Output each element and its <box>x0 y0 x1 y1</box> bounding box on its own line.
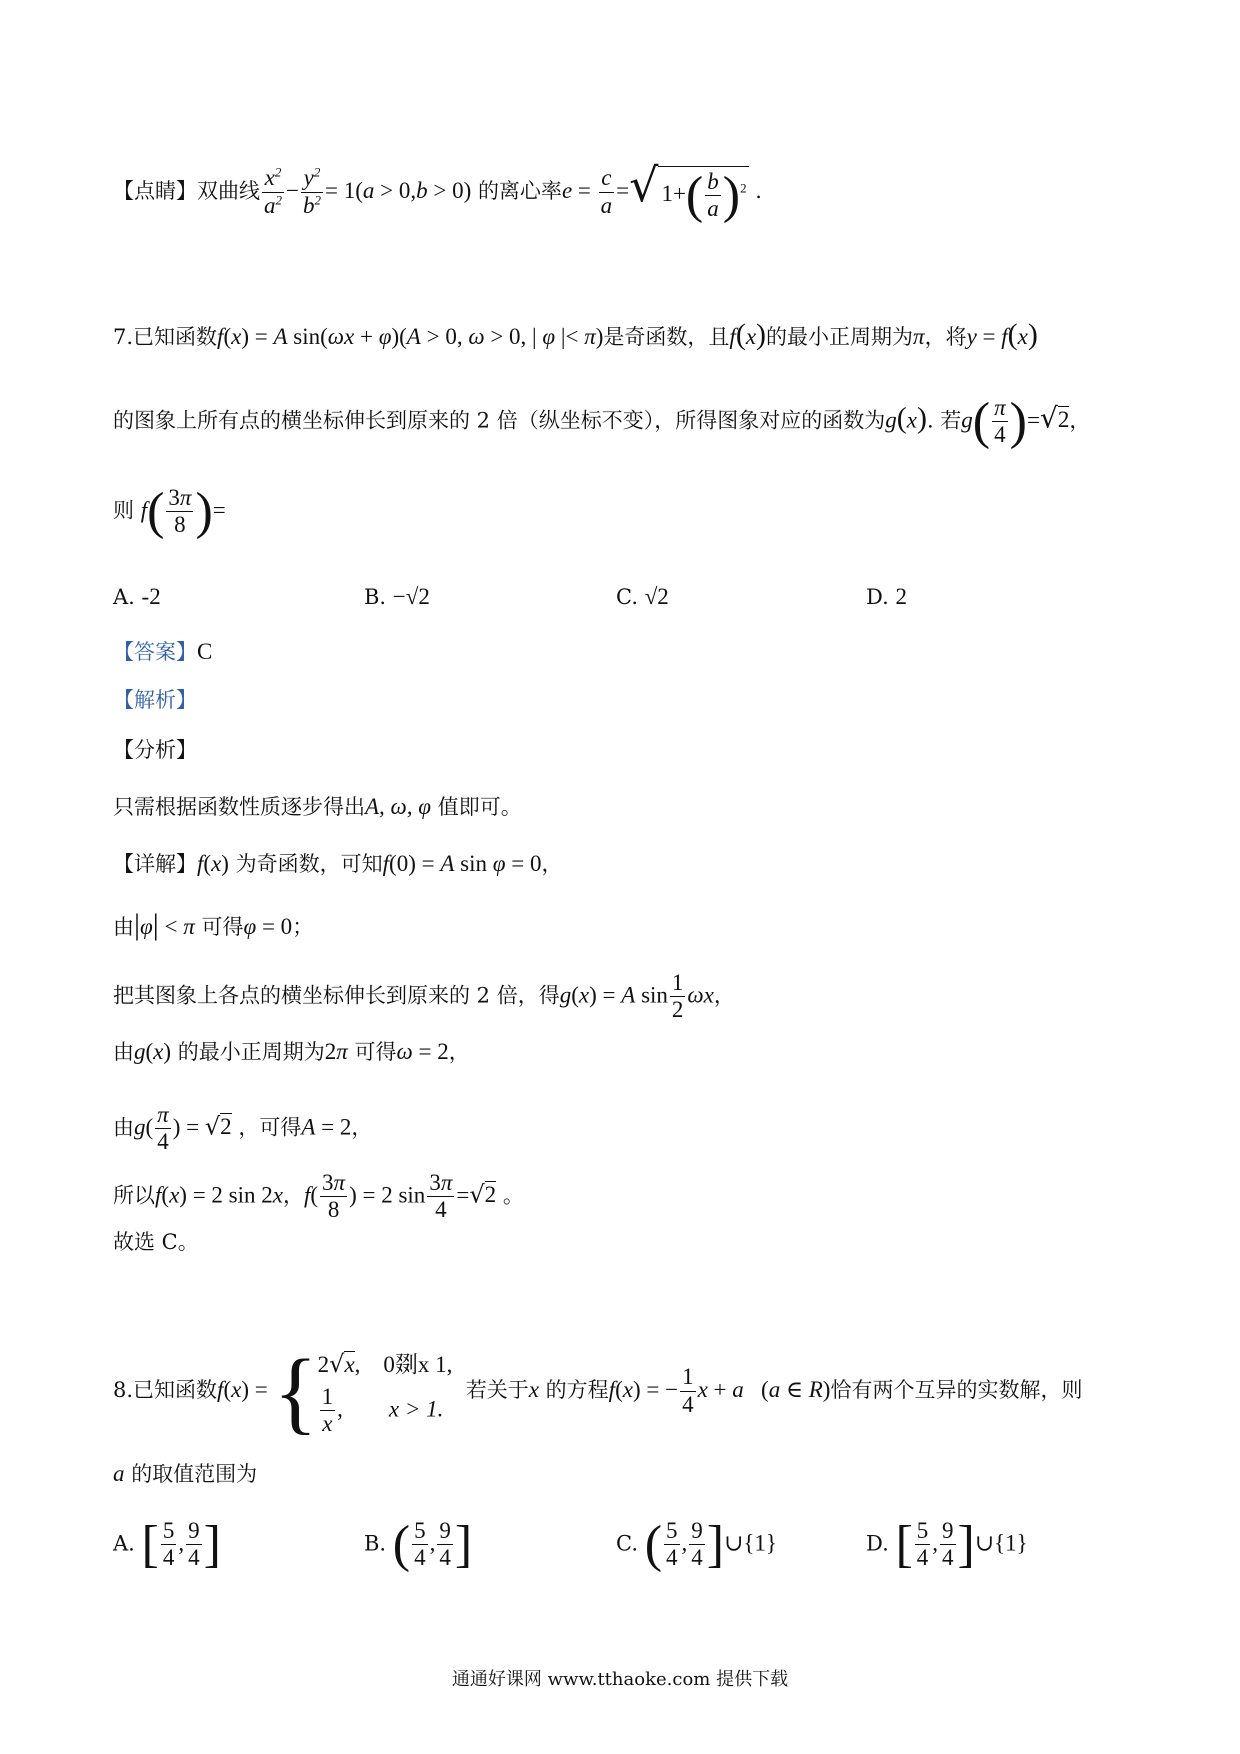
answer-label: 【答案】 <box>113 640 197 664</box>
q7-option-d: D. 2 <box>866 584 907 609</box>
q8-line-2: a 的取值范围为 <box>113 1461 258 1486</box>
q8-number: 8. <box>113 1377 134 1402</box>
detail-label: 【详解】 <box>113 852 197 876</box>
q8-line-1: 8.已知函数f(x) = { 2√x, 0剟x 1, $\frac{1}{x}$ , x > 1. 若关于x 的方程f(x) = − $\frac{1}{4}$ x + a (a ∈ R)恰有两个互异的实数解，则 <box>113 1340 1083 1443</box>
q7-option-a: A. -2 <box>113 584 161 609</box>
detail-line-6: 所以f(x) = 2 sin 2x，f( $\frac{3\pi}{8}$ ) = 2 sin $\frac{3\pi}{4}$ =√2 。 <box>113 1170 524 1223</box>
detail-line-1: 【详解】f(x) 为奇函数，可知f(0) = A sin φ = 0， <box>113 851 563 876</box>
q7-answer: 【答案】C <box>113 639 213 664</box>
analysis-label: 【解析】 <box>113 688 197 712</box>
q8-option-c: C. ( $\frac{5}{4}$ , $\frac{9}{4}$ ]∪{1} <box>616 1515 777 1573</box>
fenxi-label: 【分析】 <box>113 738 197 762</box>
footer: 通通好课网 www.tthaoke.com 提供下载 <box>451 1669 789 1690</box>
q7-option-b: B. −√2 <box>364 584 430 609</box>
detail-line-2: 由|φ| < π 可得φ = 0； <box>113 908 314 941</box>
q7-option-c: C. √2 <box>616 584 669 609</box>
q8-option-d: D. [ $\frac{5}{4}$ , $\frac{9}{4}$ ]∪{1} <box>866 1515 1028 1573</box>
tip-line: 【点睛】双曲线 $\frac{x^2}{a^2}$ − $\frac{y^2}{b^2}$ = 1(a > 0,b > 0) 的离心率e = $\frac{c}{a}$ =√ 1+( $\frac{b}{a}$ )$^2$ . <box>113 158 762 224</box>
conclusion: 故选 C。 <box>113 1230 199 1254</box>
q7-number: 7. <box>113 325 134 349</box>
detail-line-5: 由g( $\frac{\pi}{4}$ ) = √2 ，可得A = 2， <box>113 1102 373 1155</box>
detail-line-4: 由g(x) 的最小正周期为2π 可得ω = 2， <box>113 1039 470 1064</box>
detail-line-3: 把其图象上各点的横坐标伸长到原来的 2 倍，得g(x) = A sin $\frac{1}{2}$ ωx， <box>113 970 735 1023</box>
q7-line-1: 7.已知函数f(x) = A sin(ωx + φ)(A > 0, ω > 0, | φ |< π)是奇函数，且f(x)的最小正周期为π，将y = f(x) <box>113 318 1038 351</box>
q7-line-3: 则 f( $\frac{3\pi}{8}$ )= <box>113 482 226 540</box>
piecewise-function: 2√x, 0剟x 1, $\frac{1}{x}$ , x > 1. <box>317 1350 453 1437</box>
q8-option-b: B. ( $\frac{5}{4}$ , $\frac{9}{4}$ ] <box>364 1515 473 1573</box>
q7-line-2: 的图象上所有点的横坐标伸长到原来的 2 倍（纵坐标不变），所得图象对应的函数为g(x). 若g( $\frac{\pi}{4}$ )=√2， <box>113 392 1091 450</box>
fenxi-line: 只需根据函数性质逐步得出A, ω, φ 值即可。 <box>113 794 522 819</box>
q8-option-a: A. [ $\frac{5}{4}$ , $\frac{9}{4}$ ] <box>113 1515 221 1573</box>
tip-label: 【点睛】 <box>113 178 197 203</box>
sqrt-expression: √ 1+( $\frac{b}{a}$ )$^2$ <box>629 158 747 224</box>
